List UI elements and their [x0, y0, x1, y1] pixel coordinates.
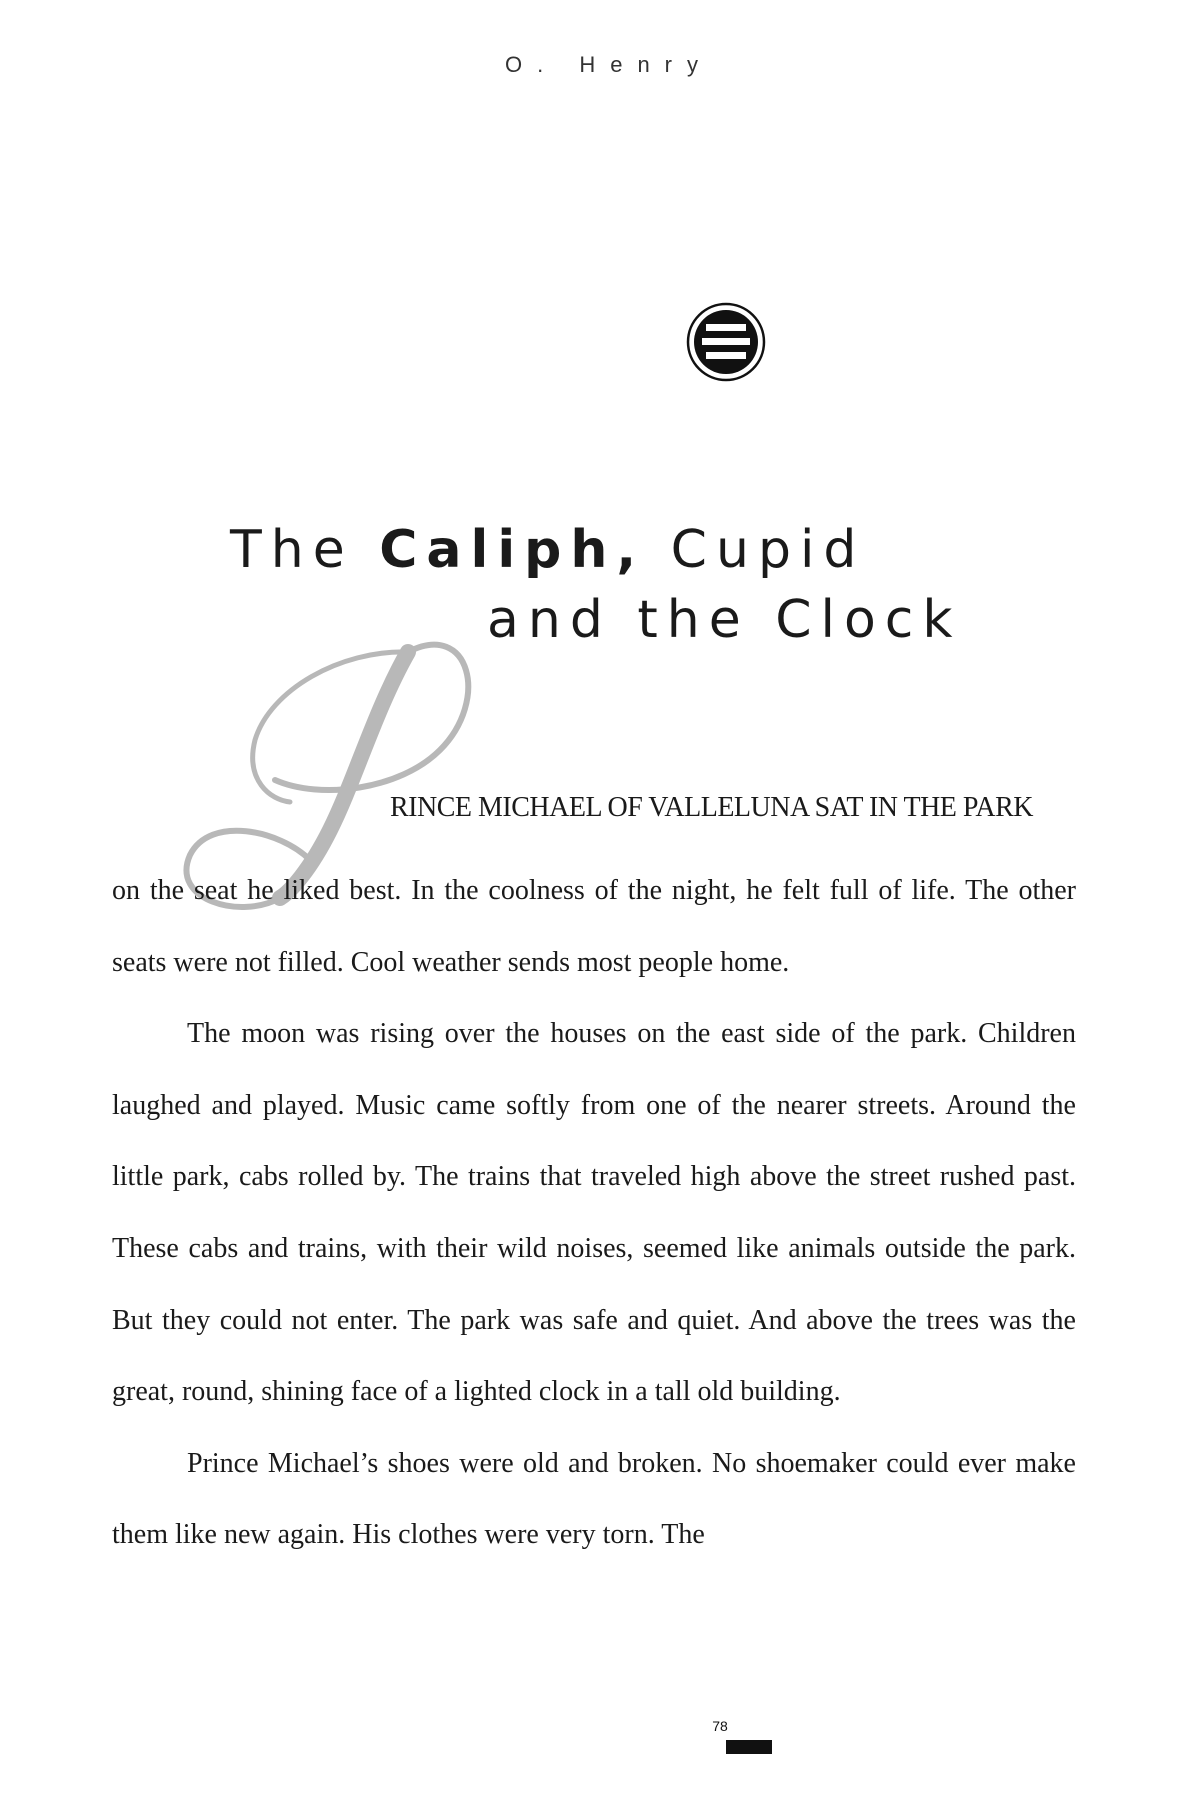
page-number: 78: [712, 1718, 728, 1734]
title-the: The: [230, 520, 380, 580]
chapter-badge-icon: [686, 302, 766, 382]
page-number-bar: [726, 1740, 772, 1754]
title-caliph: Caliph,: [379, 520, 646, 580]
title-line-2: and the Clock: [487, 590, 962, 650]
title-line-1: [230, 515, 865, 585]
paragraph-3: Prince Michael’s shoes were old and broken. No shoemaker could ever make them like new again. His clothes were very torn. The: [112, 1447, 1076, 1551]
opening-small-caps: RINCE MICHAEL OF VALLELUNA SAT IN THE PARK: [390, 792, 1034, 823]
title-cupid: Cupid: [645, 520, 866, 580]
paragraph-1: on the seat he liked best. In the coolness of the night, he felt full of life. The other seats were not filled. Cool weather sends most people home.: [112, 875, 1076, 978]
body-text: [112, 855, 1076, 1571]
paragraph-2: The moon was rising over the houses on the east side of the park. Children laughed and played. Music came softly from one of the nearer streets. Around the little park, cabs rolled by. The trains that traveled high above the street rushed past. These cabs and trains, with their wild noises, seemed like animals outside the park. But they could not enter. The park was safe and quiet. And above the trees was the great, round, shining face of a lighted clock in a tall old building.: [112, 1018, 1076, 1408]
running-head: O. Henry: [504, 52, 714, 77]
